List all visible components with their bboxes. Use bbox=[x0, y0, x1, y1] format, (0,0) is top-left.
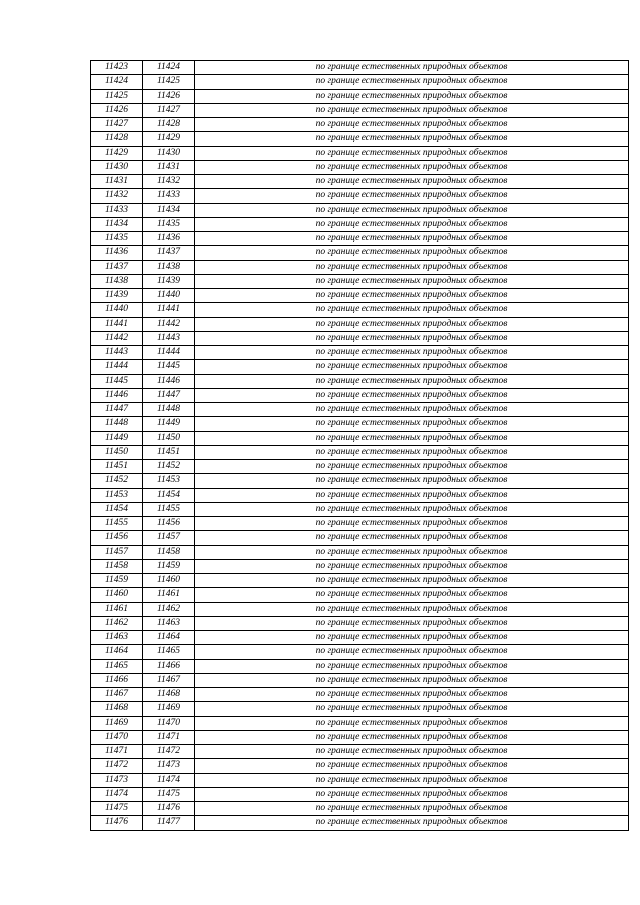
table-row bbox=[91, 588, 629, 602]
table-row bbox=[91, 816, 629, 830]
point-from-cell: 11426 bbox=[91, 103, 143, 117]
table-row bbox=[91, 488, 629, 502]
table-row bbox=[91, 616, 629, 630]
boundary-description-cell: по границе естественных природных объектов bbox=[195, 474, 629, 488]
point-to-cell: 11454 bbox=[143, 488, 195, 502]
point-from-cell: 11476 bbox=[91, 816, 143, 830]
point-to-cell: 11436 bbox=[143, 232, 195, 246]
point-to-cell: 11461 bbox=[143, 588, 195, 602]
point-from-cell: 11468 bbox=[91, 702, 143, 716]
boundary-description-cell: по границе естественных природных объектов bbox=[195, 502, 629, 516]
boundary-description-cell: по границе естественных природных объектов bbox=[195, 645, 629, 659]
boundary-description-cell: по границе естественных природных объектов bbox=[195, 388, 629, 402]
point-from-cell: 11436 bbox=[91, 246, 143, 260]
table-row bbox=[91, 75, 629, 89]
point-to-cell: 11467 bbox=[143, 673, 195, 687]
point-to-cell: 11442 bbox=[143, 317, 195, 331]
table-row bbox=[91, 502, 629, 516]
table-row bbox=[91, 103, 629, 117]
point-to-cell: 11456 bbox=[143, 517, 195, 531]
point-from-cell: 11440 bbox=[91, 303, 143, 317]
table-row bbox=[91, 203, 629, 217]
boundary-description-cell: по границе естественных природных объектов bbox=[195, 517, 629, 531]
boundary-description-cell: по границе естественных природных объектов bbox=[195, 246, 629, 260]
boundary-description-cell: по границе естественных природных объектов bbox=[195, 787, 629, 801]
boundary-description-cell: по границе естественных природных объектов bbox=[195, 146, 629, 160]
point-from-cell: 11459 bbox=[91, 574, 143, 588]
point-to-cell: 11443 bbox=[143, 331, 195, 345]
point-to-cell: 11424 bbox=[143, 61, 195, 75]
table-row bbox=[91, 360, 629, 374]
boundary-description-cell: по границе естественных природных объектов bbox=[195, 445, 629, 459]
point-from-cell: 11443 bbox=[91, 346, 143, 360]
point-from-cell: 11423 bbox=[91, 61, 143, 75]
table-row bbox=[91, 160, 629, 174]
boundary-description-cell: по границе естественных природных объектов bbox=[195, 688, 629, 702]
table-row bbox=[91, 802, 629, 816]
table-row bbox=[91, 246, 629, 260]
point-from-cell: 11437 bbox=[91, 260, 143, 274]
boundary-description-cell: по границе естественных природных объектов bbox=[195, 331, 629, 345]
boundary-description-cell: по границе естественных природных объектов bbox=[195, 374, 629, 388]
point-to-cell: 11446 bbox=[143, 374, 195, 388]
point-from-cell: 11439 bbox=[91, 289, 143, 303]
point-from-cell: 11431 bbox=[91, 175, 143, 189]
point-to-cell: 11477 bbox=[143, 816, 195, 830]
point-to-cell: 11437 bbox=[143, 246, 195, 260]
table-row bbox=[91, 232, 629, 246]
point-to-cell: 11431 bbox=[143, 160, 195, 174]
boundary-description-cell: по границе естественных природных объектов bbox=[195, 574, 629, 588]
point-from-cell: 11467 bbox=[91, 688, 143, 702]
point-from-cell: 11474 bbox=[91, 787, 143, 801]
boundary-description-cell: по границе естественных природных объектов bbox=[195, 160, 629, 174]
boundary-description-cell: по границе естественных природных объектов bbox=[195, 232, 629, 246]
table-row bbox=[91, 89, 629, 103]
boundary-description-cell: по границе естественных природных объектов bbox=[195, 431, 629, 445]
boundary-description-cell: по границе естественных природных объектов bbox=[195, 132, 629, 146]
point-to-cell: 11455 bbox=[143, 502, 195, 516]
boundary-description-cell: по границе естественных природных объектов bbox=[195, 730, 629, 744]
point-to-cell: 11433 bbox=[143, 189, 195, 203]
point-from-cell: 11438 bbox=[91, 274, 143, 288]
point-to-cell: 11425 bbox=[143, 75, 195, 89]
point-from-cell: 11428 bbox=[91, 132, 143, 146]
point-to-cell: 11465 bbox=[143, 645, 195, 659]
table-row bbox=[91, 673, 629, 687]
table-row bbox=[91, 745, 629, 759]
boundary-description-cell: по границе естественных природных объектов bbox=[195, 346, 629, 360]
table-row bbox=[91, 388, 629, 402]
point-from-cell: 11429 bbox=[91, 146, 143, 160]
point-from-cell: 11461 bbox=[91, 602, 143, 616]
table-row bbox=[91, 118, 629, 132]
point-from-cell: 11446 bbox=[91, 388, 143, 402]
table-row bbox=[91, 331, 629, 345]
boundary-description-cell: по границе естественных природных объектов bbox=[195, 103, 629, 117]
boundary-description-cell: по границе естественных природных объектов bbox=[195, 403, 629, 417]
boundary-description-cell: по границе естественных природных объектов bbox=[195, 673, 629, 687]
point-to-cell: 11453 bbox=[143, 474, 195, 488]
point-from-cell: 11430 bbox=[91, 160, 143, 174]
point-from-cell: 11424 bbox=[91, 75, 143, 89]
table-row bbox=[91, 545, 629, 559]
table-row bbox=[91, 787, 629, 801]
point-to-cell: 11438 bbox=[143, 260, 195, 274]
boundary-description-cell: по границе естественных природных объектов bbox=[195, 189, 629, 203]
table-row bbox=[91, 132, 629, 146]
point-to-cell: 11444 bbox=[143, 346, 195, 360]
point-to-cell: 11466 bbox=[143, 659, 195, 673]
boundary-description-cell: по границе естественных природных объектов bbox=[195, 289, 629, 303]
point-from-cell: 11435 bbox=[91, 232, 143, 246]
point-to-cell: 11452 bbox=[143, 460, 195, 474]
point-from-cell: 11470 bbox=[91, 730, 143, 744]
table-row bbox=[91, 417, 629, 431]
boundary-description-cell: по границе естественных природных объектов bbox=[195, 61, 629, 75]
point-to-cell: 11435 bbox=[143, 217, 195, 231]
table-row bbox=[91, 460, 629, 474]
point-from-cell: 11462 bbox=[91, 616, 143, 630]
table-row bbox=[91, 374, 629, 388]
point-from-cell: 11475 bbox=[91, 802, 143, 816]
table-row bbox=[91, 217, 629, 231]
point-from-cell: 11427 bbox=[91, 118, 143, 132]
boundary-description-cell: по границе естественных природных объектов bbox=[195, 460, 629, 474]
table-row bbox=[91, 602, 629, 616]
boundary-description-cell: по границе естественных природных объектов bbox=[195, 588, 629, 602]
point-from-cell: 11463 bbox=[91, 631, 143, 645]
point-from-cell: 11464 bbox=[91, 645, 143, 659]
point-from-cell: 11473 bbox=[91, 773, 143, 787]
table-body bbox=[91, 61, 629, 831]
point-to-cell: 11463 bbox=[143, 616, 195, 630]
table-row bbox=[91, 631, 629, 645]
point-from-cell: 11457 bbox=[91, 545, 143, 559]
point-from-cell: 11458 bbox=[91, 559, 143, 573]
point-from-cell: 11455 bbox=[91, 517, 143, 531]
boundary-description-cell: по границе естественных природных объектов bbox=[195, 631, 629, 645]
boundary-description-cell: по границе естественных природных объектов bbox=[195, 545, 629, 559]
point-to-cell: 11429 bbox=[143, 132, 195, 146]
point-from-cell: 11454 bbox=[91, 502, 143, 516]
boundary-description-cell: по границе естественных природных объектов bbox=[195, 89, 629, 103]
boundary-description-cell: по границе естественных природных объектов bbox=[195, 816, 629, 830]
boundary-description-cell: по границе естественных природных объектов bbox=[195, 488, 629, 502]
point-to-cell: 11426 bbox=[143, 89, 195, 103]
point-from-cell: 11465 bbox=[91, 659, 143, 673]
point-to-cell: 11469 bbox=[143, 702, 195, 716]
point-from-cell: 11448 bbox=[91, 417, 143, 431]
point-to-cell: 11474 bbox=[143, 773, 195, 787]
boundary-description-cell: по границе естественных природных объектов bbox=[195, 802, 629, 816]
table-row bbox=[91, 574, 629, 588]
table-row bbox=[91, 403, 629, 417]
point-to-cell: 11459 bbox=[143, 559, 195, 573]
table-row bbox=[91, 146, 629, 160]
table-row bbox=[91, 260, 629, 274]
point-to-cell: 11432 bbox=[143, 175, 195, 189]
point-to-cell: 11445 bbox=[143, 360, 195, 374]
table-row bbox=[91, 431, 629, 445]
point-from-cell: 11441 bbox=[91, 317, 143, 331]
point-from-cell: 11432 bbox=[91, 189, 143, 203]
point-to-cell: 11451 bbox=[143, 445, 195, 459]
point-from-cell: 11469 bbox=[91, 716, 143, 730]
boundary-description-cell: по границе естественных природных объектов bbox=[195, 559, 629, 573]
boundary-description-cell: по границе естественных природных объектов bbox=[195, 659, 629, 673]
boundary-description-cell: по границе естественных природных объектов bbox=[195, 616, 629, 630]
point-to-cell: 11468 bbox=[143, 688, 195, 702]
boundary-description-cell: по границе естественных природных объектов bbox=[195, 118, 629, 132]
boundary-description-cell: по границе естественных природных объектов bbox=[195, 317, 629, 331]
boundary-description-cell: по границе естественных природных объектов bbox=[195, 274, 629, 288]
boundary-description-cell: по границе естественных природных объектов bbox=[195, 417, 629, 431]
point-from-cell: 11456 bbox=[91, 531, 143, 545]
point-to-cell: 11472 bbox=[143, 745, 195, 759]
point-to-cell: 11428 bbox=[143, 118, 195, 132]
point-to-cell: 11450 bbox=[143, 431, 195, 445]
boundary-description-cell: по границе естественных природных объектов bbox=[195, 773, 629, 787]
table-row bbox=[91, 531, 629, 545]
point-to-cell: 11440 bbox=[143, 289, 195, 303]
boundary-description-cell: по границе естественных природных объектов bbox=[195, 531, 629, 545]
point-to-cell: 11458 bbox=[143, 545, 195, 559]
point-from-cell: 11445 bbox=[91, 374, 143, 388]
point-to-cell: 11449 bbox=[143, 417, 195, 431]
point-to-cell: 11460 bbox=[143, 574, 195, 588]
boundary-description-cell: по границе естественных природных объектов bbox=[195, 702, 629, 716]
table-row bbox=[91, 445, 629, 459]
point-from-cell: 11434 bbox=[91, 217, 143, 231]
point-from-cell: 11442 bbox=[91, 331, 143, 345]
point-from-cell: 11471 bbox=[91, 745, 143, 759]
table-row bbox=[91, 517, 629, 531]
boundary-description-cell: по границе естественных природных объектов bbox=[195, 75, 629, 89]
point-to-cell: 11447 bbox=[143, 388, 195, 402]
point-to-cell: 11457 bbox=[143, 531, 195, 545]
boundary-description-cell: по границе естественных природных объектов bbox=[195, 360, 629, 374]
table-row bbox=[91, 688, 629, 702]
table-row bbox=[91, 659, 629, 673]
point-from-cell: 11449 bbox=[91, 431, 143, 445]
point-to-cell: 11473 bbox=[143, 759, 195, 773]
table-row bbox=[91, 346, 629, 360]
point-to-cell: 11462 bbox=[143, 602, 195, 616]
table-row bbox=[91, 274, 629, 288]
boundary-description-cell: по границе естественных природных объектов bbox=[195, 217, 629, 231]
point-to-cell: 11476 bbox=[143, 802, 195, 816]
point-from-cell: 11451 bbox=[91, 460, 143, 474]
table-row bbox=[91, 474, 629, 488]
point-to-cell: 11464 bbox=[143, 631, 195, 645]
point-from-cell: 11452 bbox=[91, 474, 143, 488]
point-from-cell: 11425 bbox=[91, 89, 143, 103]
point-to-cell: 11434 bbox=[143, 203, 195, 217]
point-from-cell: 11453 bbox=[91, 488, 143, 502]
table-row bbox=[91, 702, 629, 716]
boundary-table bbox=[90, 60, 629, 831]
table-row bbox=[91, 559, 629, 573]
table-row bbox=[91, 773, 629, 787]
point-from-cell: 11444 bbox=[91, 360, 143, 374]
boundary-description-cell: по границе естественных природных объектов bbox=[195, 203, 629, 217]
point-to-cell: 11439 bbox=[143, 274, 195, 288]
table-row bbox=[91, 317, 629, 331]
point-from-cell: 11472 bbox=[91, 759, 143, 773]
table-row bbox=[91, 175, 629, 189]
table-row bbox=[91, 289, 629, 303]
table-row bbox=[91, 716, 629, 730]
table-row bbox=[91, 189, 629, 203]
point-from-cell: 11433 bbox=[91, 203, 143, 217]
point-to-cell: 11427 bbox=[143, 103, 195, 117]
table-row bbox=[91, 645, 629, 659]
boundary-description-cell: по границе естественных природных объектов bbox=[195, 745, 629, 759]
table-row bbox=[91, 303, 629, 317]
point-from-cell: 11447 bbox=[91, 403, 143, 417]
boundary-description-cell: по границе естественных природных объектов bbox=[195, 303, 629, 317]
table-row bbox=[91, 61, 629, 75]
point-from-cell: 11450 bbox=[91, 445, 143, 459]
table-row bbox=[91, 759, 629, 773]
boundary-description-cell: по границе естественных природных объектов bbox=[195, 716, 629, 730]
point-to-cell: 11448 bbox=[143, 403, 195, 417]
boundary-description-cell: по границе естественных природных объектов bbox=[195, 260, 629, 274]
boundary-description-cell: по границе естественных природных объектов bbox=[195, 175, 629, 189]
point-to-cell: 11471 bbox=[143, 730, 195, 744]
boundary-description-cell: по границе естественных природных объектов bbox=[195, 759, 629, 773]
boundary-description-cell: по границе естественных природных объектов bbox=[195, 602, 629, 616]
point-to-cell: 11441 bbox=[143, 303, 195, 317]
point-to-cell: 11430 bbox=[143, 146, 195, 160]
point-to-cell: 11475 bbox=[143, 787, 195, 801]
table-row bbox=[91, 730, 629, 744]
point-to-cell: 11470 bbox=[143, 716, 195, 730]
point-from-cell: 11466 bbox=[91, 673, 143, 687]
point-from-cell: 11460 bbox=[91, 588, 143, 602]
